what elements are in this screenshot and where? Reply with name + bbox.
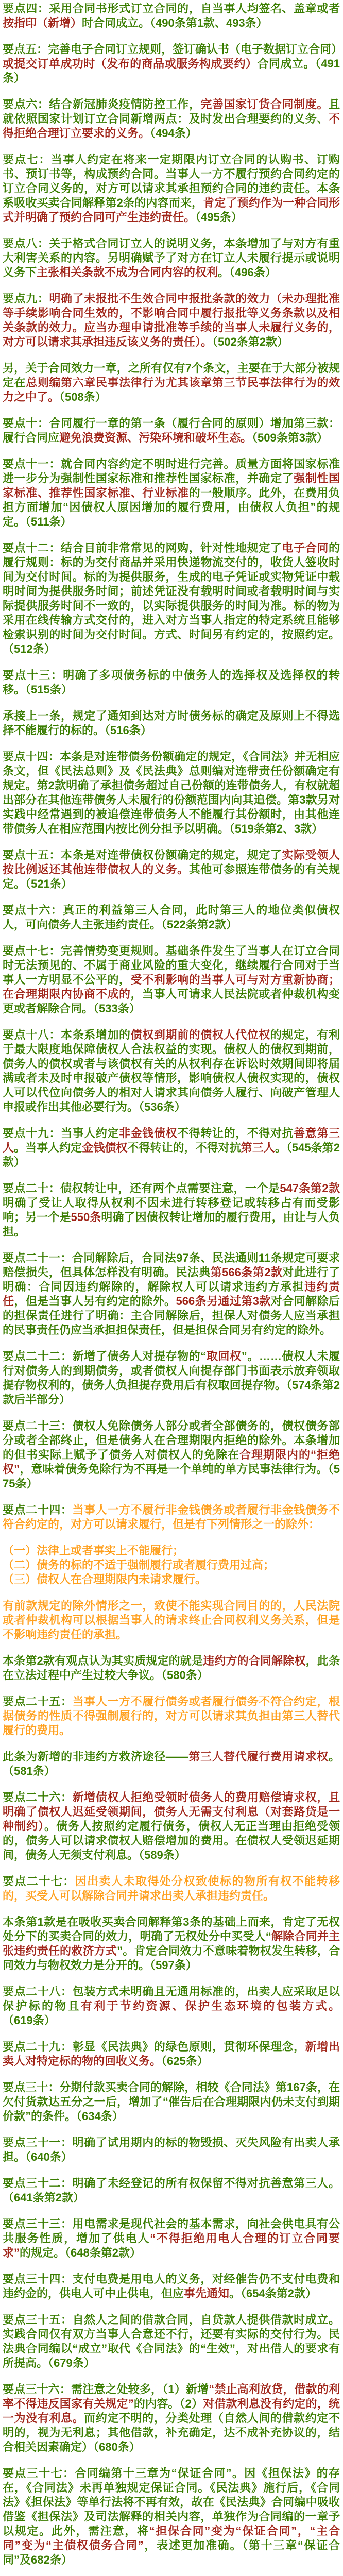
key-point-09 xyxy=(3,292,340,349)
text-segment-green: 要点二十二：新增了债务人对提存物的“ xyxy=(3,1350,207,1363)
text-segment-orange: 有前款规定的除外情形之一，致使不能实现合同目的的，人民法院或者仲裁机构可以根据当事人的请求终止合同权利义务关系，但是不影响违约责任的承担。 xyxy=(3,1599,340,1641)
note-516 xyxy=(3,709,340,738)
text-segment-green: 本条第1款是在吸收买卖合同解释第3条的基础上而来，肯定了无权处分下的买卖合同的效力，明确了无权处分中买受人“ xyxy=(3,1916,340,1943)
text-segment-red: 取回权 xyxy=(206,1350,242,1363)
text-segment-red: “不得拒绝用电人合理的订立合同要求” xyxy=(3,2232,340,2259)
key-point-29 xyxy=(3,2040,340,2069)
text-segment-green: （509条第3款） xyxy=(252,431,328,444)
text-segment-green: 要点三十：分期付款买卖合同的解除，相较《合同法》第167条，在欠付货款达五分之一后，增加了“催告后在合理期限内仍未支付到期价款”的条件。（634条） xyxy=(3,2081,340,2123)
text-segment-red: 566条另通过第3款 xyxy=(176,1295,271,1308)
text-segment-green: 。当事人约定 xyxy=(14,1141,82,1154)
text-segment-green: 对合同解除后的担保责任进行了明确：主合同解除后，担保人对债务人应当承担的民事责任仍应当承担担保责任，但是担保合同另有约定的除外。 xyxy=(3,1295,340,1336)
text-segment-red: “禁止高利放贷，借款的利率不得违反国家有关规定” xyxy=(3,2383,340,2410)
key-point-17 xyxy=(3,944,340,1016)
text-segment-red: 不得拒绝合理订立要求的义务。 xyxy=(3,112,340,140)
text-segment-red: 547条第2款 xyxy=(280,1182,340,1195)
text-segment-red: 550条 xyxy=(71,1211,101,1224)
key-point-16 xyxy=(3,903,340,932)
text-segment-orange: 因出卖人未取得处分权致使标的物所有权不能转移的，买受人可以解除合同并请求出卖人承担违约责任。 xyxy=(3,1875,340,1902)
text-segment-red: 新增债权人拒绝受领时债务人的费用赔偿请求权，且明确了债权人迟延受领期间，债务人无需支付利息（对套路贷是一种制约） xyxy=(3,1791,340,1833)
text-segment-green: 要点四：采用合同书形式订立合同的，自当事人均签名、盖章或者 xyxy=(3,2,340,15)
text-segment-green: 要点二十六： xyxy=(3,1791,73,1804)
text-segment-green: 而约定不明的，分类处理（自然人间的借款约定不明的，视为无利息；其他借款，补充确定，达不成补充协议的，结合相关因素确定）（680条） xyxy=(3,2412,340,2453)
key-point-18 xyxy=(3,1028,340,1114)
text-segment-green: 明确了因债权转让增加的履行费用，由让与人负担。 xyxy=(3,1211,340,1238)
key-point-25 xyxy=(3,1694,340,1738)
text-segment-green: 要点二十七： xyxy=(3,1875,75,1888)
text-segment-green: ，当事人可请求人民法院或者仲裁机构变更或者解除合同。（533条） xyxy=(3,988,340,1015)
note-580-comment xyxy=(3,1654,340,1683)
key-point-05 xyxy=(3,42,343,86)
text-segment-green: ”。……债权人未履行对债务人的到期债务，或者债权人向提存部门书面表示放弃领取提存物权利的，债务人负担提存费用后有权取回提存物。（574条第2款后半部分） xyxy=(3,1350,340,1406)
text-segment-green: 。（496条） xyxy=(218,266,277,279)
text-segment-green: （494条） xyxy=(150,127,197,140)
note-contract-effect-chapter xyxy=(3,361,340,404)
key-point-14 xyxy=(3,750,340,836)
text-segment-green: 要点二十八：包装方式未明确且无通用标准的，出卖人应采取足以保护标的物且 xyxy=(3,1985,340,2012)
text-segment-red: 对借款利息没有约定的，统一为没有利息。 xyxy=(3,2397,340,2425)
text-segment-red: 事先通知 xyxy=(184,2287,230,2300)
note-581 xyxy=(3,1750,340,1778)
text-segment-green: 要点三十三：用电需求是现代社会的基本需求，向社会供电具有公共服务性质，增加了供电人 xyxy=(3,2217,340,2245)
key-point-31 xyxy=(3,2136,340,2164)
text-segment-orange: 当事人一方不履行非金钱债务或者履行非金钱债务不符合约定的，对方可以请求履行，但是有下列情形之一的除外： xyxy=(3,1503,340,1531)
text-segment-green: 要点十：合同履行一章的第一条（履行合同的原则）增加第三款：履行合同应 xyxy=(3,417,340,444)
text-segment-red: 解除合同并主张违约责任的救济方式 xyxy=(3,1930,340,1957)
text-segment-green: 。债务人按照约定履行债务，债权人无正当理由拒绝受领的，债务人可以请求债权人赔偿增加的费用。在债权人受领迟延期间，债务人无须支付利息。（589条） xyxy=(3,1820,340,1861)
text-segment-green: 其他可参照连带债务的有关规定。（521条） xyxy=(3,863,340,890)
text-segment-green: 明确了受让人取得从权利不因未进行转移登记或转移占有而受影响；另一个是 xyxy=(3,1196,340,1224)
text-segment-green: 。（581条） xyxy=(3,1750,340,1777)
text-segment-red: 新增出卖人对特定标的物的回收义务。 xyxy=(3,2040,340,2067)
text-segment-green: 要点三十七：合同编第十三章为“保证合同”。因《担保法》的存在，《合同法》未再单独规定保证合同。《民法典》施行后，《合同法》《担保法》等单行法将不再有效，故在《民法典》合同编中吸收借鉴《担保法》及司法解释的相关内容，单独作为合同编的一章予以规定。此外，需注意，将 xyxy=(3,2467,340,2537)
text-segment-green: 要点十六：真正的利益第三人合同，此时第三人的地位类似债权人，可向债务人主张违约责任。（522条第2款） xyxy=(3,904,340,931)
text-segment-green: ，此条在立法过程中产生过较大争议。（580条） xyxy=(3,1654,340,1682)
text-segment-red: 电子合同 xyxy=(282,541,329,554)
text-segment-red: 债权到期前的债权人代位权 xyxy=(130,1028,270,1041)
text-segment-green: 时合同成立。（490条第1款、493条） xyxy=(82,16,268,29)
text-segment-green: （625条） xyxy=(161,2055,209,2067)
text-segment-green: 对此进行了明确：合同因违约解除的，解除权人可以请求违约方承担 xyxy=(3,1266,340,1293)
text-segment-green: 要点二十五： xyxy=(3,1695,73,1708)
key-point-22 xyxy=(3,1349,340,1407)
key-point-23 xyxy=(3,1419,340,1491)
text-segment-red: 完善国家订货合同制度。 xyxy=(200,98,329,111)
text-segment-red: 肯定了预约作为一种合同形式并明确了预约合同可产生违约责任。 xyxy=(3,196,340,224)
text-segment-red: “担保合同”变为“保证合同”，“主合同”变为“主债权债务合同” xyxy=(3,2524,340,2552)
text-segment-green: ，意味着债务免除行为不再是一个单纯的单方民事法律行为。（575条） xyxy=(3,1463,340,1490)
text-segment-green: 。（545条第2款） xyxy=(3,1141,340,1168)
text-segment-orange: （一）法律上或者事实上不能履行； xyxy=(3,1544,184,1557)
key-point-11 xyxy=(3,457,340,529)
key-point-26 xyxy=(3,1790,340,1862)
text-segment-red: 受不利影响的当事人可与对方重新协商；在合理期限内协商不成的 xyxy=(3,973,340,1001)
text-segment-green: 此条为新增的非违约方救济途径—— xyxy=(3,1750,188,1763)
text-segment-green: 要点二十一：合同解除后，合同法97条、民法通则11条规定可要求赔偿损失，但具体怎样没有明确。民法典 xyxy=(3,1251,340,1279)
text-segment-green: 的规定。（648条第2款） xyxy=(20,2246,141,2259)
text-segment-green: 要点十二：结合目前非常常见的网购，针对性地规定了 xyxy=(3,541,282,554)
text-segment-green: 的内容。（2） xyxy=(133,2397,203,2410)
text-segment-red: 总则编第六章民事法律行为尤其该章第三节民事法律行为的效力之中了。 xyxy=(3,376,340,403)
key-point-33 xyxy=(3,2217,340,2260)
text-segment-red: 强制性国家标准、推荐性国家标准、行业标准 xyxy=(3,472,340,499)
text-segment-green: 要点十一：就合同内容约定不明时进行完善。质量方面将国家标准进一步分为强制性国家标准和推荐性国家标准，并确定了 xyxy=(3,457,340,485)
key-point-06 xyxy=(3,97,340,141)
text-segment-green: 本条第2款有观点认为其实质规定的就是 xyxy=(3,1654,203,1667)
text-segment-red: 第三人 xyxy=(241,1141,275,1154)
text-segment-green: 。（654条第2款） xyxy=(229,2287,317,2300)
text-segment-green: （508条） xyxy=(59,391,107,403)
text-segment-green: 要点十四：本条是对连带债务份额确定的规定，《合同法》并无相应条文，但《民法总则》及《民法典》总则编对连带责任份额确定有规定。第2款明确了承担债务超过自己份额的连带债务人，有权就超出部分在其他连带债务人未履行的份额范围内向其追偿。第3款另对实践中经常遇到的被追偿连带债务人不能履行其份额时，由其他连带债务人在相应范围内按比例分担予以明确。（519条第2、3款） xyxy=(3,750,340,835)
text-segment-green: 要点五：完善电子合同订立规则，签订确认书（电子数据订立合同） xyxy=(3,43,343,56)
text-segment-green: 的规定，有利于最大限度地保障债权人合法权益的实现。债权人的债权到期前，债务人的债权或者与该债权有关的从权利存在诉讼时效期间即将届满或者未及时申报破产债权等情形，影响债权人债权实现的，债权人可以代位向债务人的相对人请求其向债务人履行、向破产管理人申报或作出其他必要行为。（536条） xyxy=(3,1028,340,1113)
key-point-27 xyxy=(3,1874,340,1903)
text-segment-green: 要点二十四： xyxy=(3,1503,73,1516)
text-segment-green: 要点十八：本条系增加的 xyxy=(3,1028,131,1041)
key-point-08 xyxy=(3,236,340,280)
key-point-19 xyxy=(3,1126,340,1170)
text-segment-green: ”。肯定合同效力不意味着物权发生转移，合同效力与物权效力是分开的。（597条） xyxy=(3,1944,340,1972)
text-segment-orange: （二）债务的标的不适于强制履行或者履行费用过高； xyxy=(3,1558,275,1571)
list-item-3 xyxy=(3,1572,340,1587)
text-segment-green: 不得转让的，不得对抗 xyxy=(177,1127,294,1140)
text-segment-red: 金钱债权 xyxy=(82,1141,128,1154)
text-segment-green: 合同成立。（491条） xyxy=(3,57,340,84)
key-point-04 xyxy=(3,2,340,30)
key-point-28 xyxy=(3,1985,340,2028)
list-item-1 xyxy=(3,1544,340,1558)
text-segment-green: 要点十九：当事人约定 xyxy=(3,1127,119,1140)
text-segment-green: 要点八：关于格式合同订立人的说明义务，本条增加了与对方有重大利害关系的内容。另明确赋予了对方在订立人未履行提示或说明义务下 xyxy=(3,237,340,279)
text-segment-red: 按指印（新增） xyxy=(3,16,82,29)
text-segment-red: 避免浪费资源、污染环境和破坏生态。 xyxy=(59,431,252,444)
text-segment-green: 要点三十一：明确了试用期内的标的物毁损、灭失风险有出卖人承担。（640条） xyxy=(3,2136,340,2163)
text-segment-green: 要点二十三：债权人免除债务人部分或者全部债务的，债权债务部分或者全部终止，但是债务人在合理期限内拒绝的除外。本条增加的但书实际上赋予了债务人对债权人的免除在 xyxy=(3,1419,340,1461)
text-segment-green: ，表述更加准确。（第十三章“保证合同”及682条） xyxy=(3,2539,340,2566)
key-point-13 xyxy=(3,668,340,697)
text-segment-green: 的履行规则：标的为交付商品并采用快递物流交付的，收货人签收时间为交付时间。标的为提供服务，生成的电子凭证或实物凭证中载明时间为提供服务时间；前述凭证没有载明时间或者载明时间与实际提供服务时间不一致的，以实际提供服务的时间为准。标的物为采用在线传输方式交付的，进入对方当事人指定的特定系统且能够检索识别的时间为交付时间。方式、时间另有约定的，按照约定。（512条） xyxy=(3,541,340,655)
text-segment-red: 有利于节约资源、保护生态环境的包装方式。 xyxy=(80,1999,340,2012)
key-point-36 xyxy=(3,2382,340,2454)
text-segment-green: 要点三十四：支付电费是用电人的义务，对经催告仍不支付电费和违约金的，供电人可中止供电，但应 xyxy=(3,2273,340,2300)
text-segment-green: 且就依照国家计划订立合同新增两点：及时发出合理要约的义务、 xyxy=(3,98,340,125)
text-segment-green: 要点二十：债权转让中，还有两个点需要注意，一个是 xyxy=(3,1182,280,1195)
text-segment-green: （619条） xyxy=(3,2014,56,2027)
text-segment-green: 要点六：结合新冠肺炎疫情防控工作， xyxy=(3,98,201,111)
note-580-quote xyxy=(3,1599,340,1642)
text-segment-red: 非金钱债权 xyxy=(119,1127,178,1140)
text-segment-green: 要点十三：明确了多项债务标的中债务人的选择权及选择权的转移。（515条） xyxy=(3,669,340,696)
key-point-30 xyxy=(3,2080,340,2124)
text-segment-green: 要点十七：完善情势变更规则。基础条件发生了当事人在订立合同时无法预见的、不属于商业风险的重大变化，继续履行合同对于当事人一方明显不公平的， xyxy=(3,944,340,986)
key-point-12 xyxy=(3,541,340,656)
text-segment-red: 第三人替代履行费用请求权 xyxy=(188,1750,329,1763)
text-segment-orange: （三）债权人在合理期限内未请求履行。 xyxy=(3,1573,207,1586)
text-segment-green: （502条第2款） xyxy=(212,335,288,348)
text-segment-red: 合理期限内的“拒绝权” xyxy=(3,1448,340,1476)
key-point-21 xyxy=(3,1251,340,1337)
text-segment-green: 要点九： xyxy=(3,292,49,305)
key-point-37 xyxy=(3,2466,340,2567)
key-point-24 xyxy=(3,1503,340,1532)
key-point-15 xyxy=(3,848,340,891)
key-point-32 xyxy=(3,2176,340,2205)
text-segment-red: 或提交订单成功时（发布的商品或服务构成要约） xyxy=(3,57,258,70)
key-point-07 xyxy=(3,152,340,225)
text-segment-green: 要点二十九：彰显《民法典》的绿色原则，贯彻环保理念， xyxy=(3,2040,305,2053)
text-segment-green: 另，关于合同效力一章，之所有仅有7个条文，主要在于大部分被规定在 xyxy=(3,362,340,389)
text-segment-red: 第566条第2款 xyxy=(210,1266,283,1279)
text-segment-red: 违约责任 xyxy=(3,1280,340,1308)
key-point-34 xyxy=(3,2272,340,2301)
text-segment-red: 违约方的合同解除权 xyxy=(203,1654,306,1667)
text-segment-orange: 当事人一方不履行债务或者履行债务不符合约定，根据债务的性质不得强制履行的，对方可以请求其负担由第三人替代履行的费用。 xyxy=(3,1695,340,1737)
text-segment-green: 要点三十六：需注意之处较多，（1）新增 xyxy=(3,2383,209,2396)
text-segment-green: 要点七：当事人约定在将来一定期限内订立合同的认购书、订购书、预订书等，构成预约合同。当事人一方不履行预约合同约定的订立合同义务的，对方可以请求其承担预约合同的违约责任。本条系吸收买卖合同解释第2条的内容而来， xyxy=(3,153,340,209)
list-item-2 xyxy=(3,1558,340,1572)
text-segment-green: 要点三十五：自然人之间的借款合同，自贷款人提供借款时成立。实践合同仅有双方当事人合意还不行，还要有实际的交付行为。民法典合同编以“成立”取代《合同法》的“生效”，对出借人的要求有所提高。（679条） xyxy=(3,2313,340,2369)
text-segment-green: 要点十五：本条是对连带债权份额确定的规定，规定了 xyxy=(3,849,282,861)
text-segment-green: （495条） xyxy=(195,211,243,224)
text-segment-green: ，但是当事人另有约定的除外。 xyxy=(14,1295,176,1308)
text-segment-green: 的一般顺序。此外，在费用负担方面增加“因债权人原因增加的履行费用，由债权人负担”的规定。（511条） xyxy=(3,486,340,528)
key-point-35 xyxy=(3,2313,340,2370)
text-segment-green: 承接上一条，规定了通知到达对方时债务标的确定及原则上不得选择不能履行的标的。（516条） xyxy=(3,709,340,737)
text-segment-red: 明确了未报批不生效合同中报批条款的效力（未办理批准等手续影响合同生效的，不影响合同中履行报批等义务条款以及相关条款的效力。应当办理申请批准等手续的当事人未履行义务的，对方可以请求其承担违反该义务的责任）。 xyxy=(3,292,340,348)
text-segment-green: 不得转让的，不得对抗 xyxy=(127,1141,241,1154)
note-597 xyxy=(3,1915,340,1973)
key-point-10 xyxy=(3,416,340,445)
text-segment-red: 实际受领人按比例返还其他连带债权人的义务。 xyxy=(3,849,340,876)
text-segment-green: 要点三十二：明确了未经登记的所有权保留不得对抗善意第三人。（641条第2款） xyxy=(3,2177,340,2204)
text-segment-red: 主张相关条款不成为合同内容的权利 xyxy=(37,266,218,279)
key-point-20 xyxy=(3,1181,340,1239)
text-segment-red: 善意第三人 xyxy=(3,1127,340,1154)
